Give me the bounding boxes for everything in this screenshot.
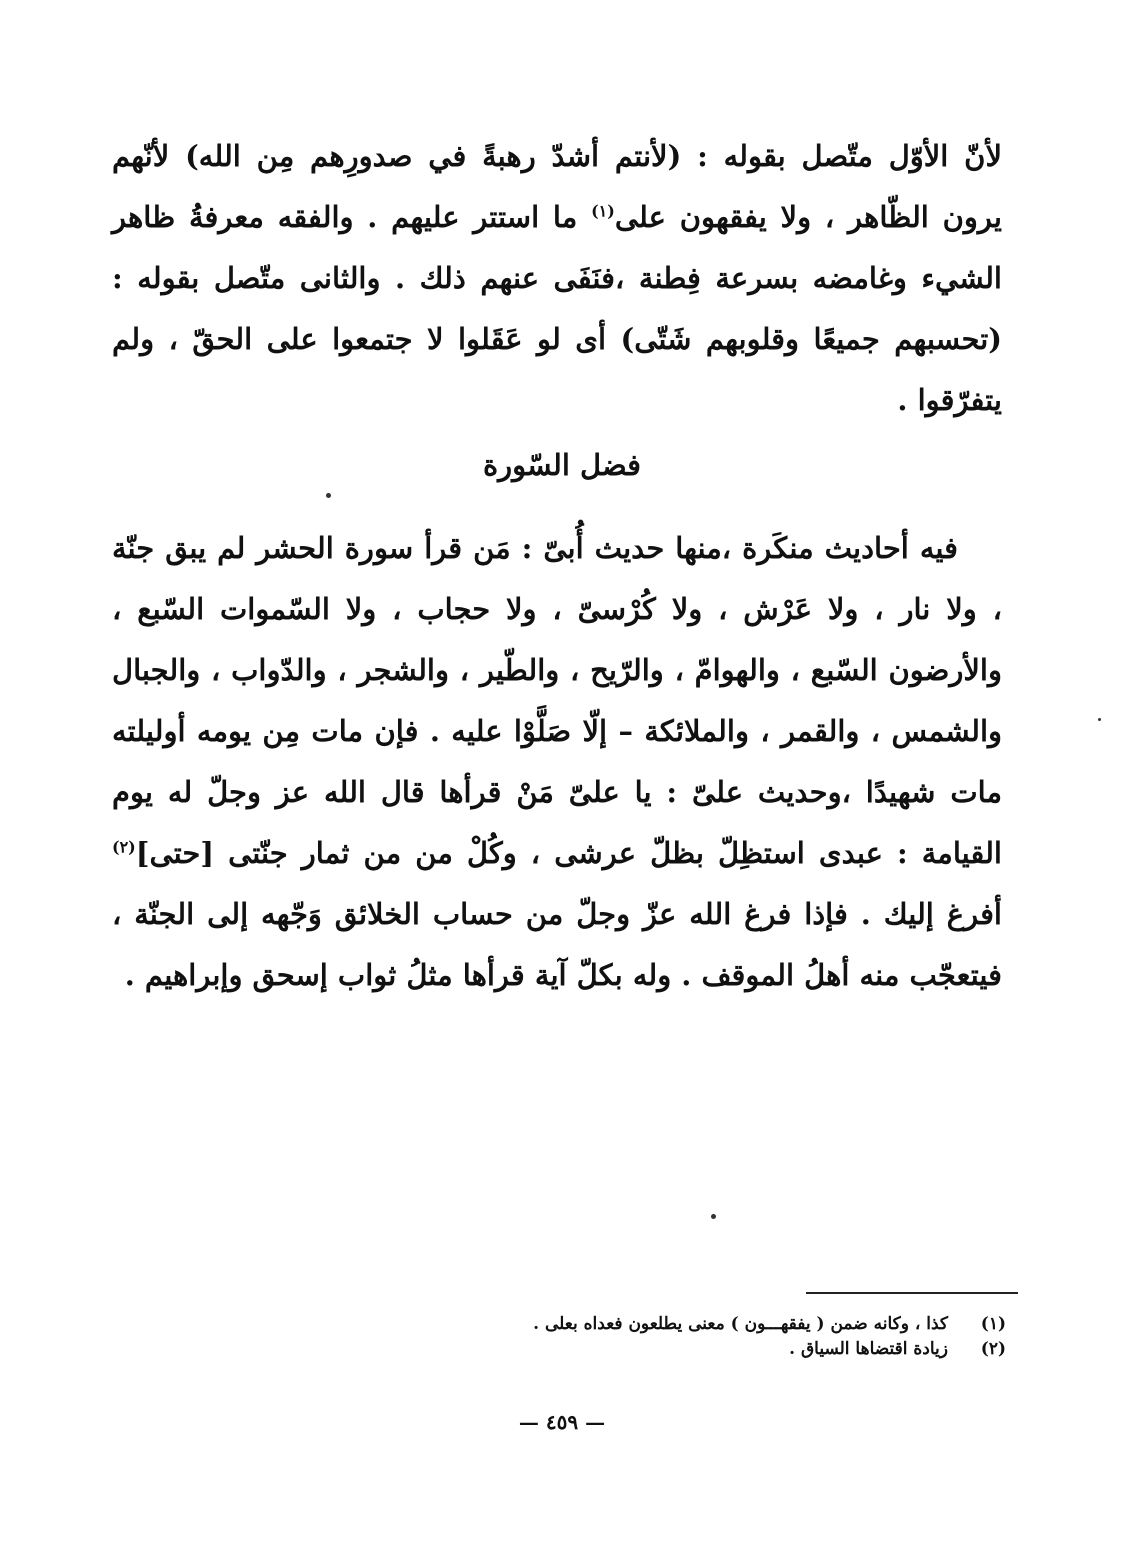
footnote-number: (٢)	[980, 1339, 1006, 1359]
section-heading: فضل السّورة	[482, 448, 641, 482]
paragraph-1	[112, 126, 1002, 431]
footnote-ref-1: (١)	[591, 201, 615, 221]
footnote-item	[306, 1312, 1006, 1337]
paragraph-2-continuation: أفرغ إليك . فإذا فرغ الله عزّ وجلّ من حساب الخلائق وَجّهه إلى الجنّة ، فيتعجّب منه أهلُ الموقف . وله بكلّ آية قرأها مثلُ ثواب إسحق وإبراهيم .	[112, 897, 1002, 992]
footnote-text: زيادة اقتضاها السياق .	[789, 1339, 948, 1359]
footnote-item	[306, 1337, 1006, 1362]
paragraph-1-continuation: ما استتر عليهم . والفقه معرفةُ ظاهر الشيء وغامضه بسرعة فِطنة ،فنَفَى عنهم ذلك . والثانى متّصل بقوله : (تحسبهم جميعًا وقلوبهم شَتّى) أى لو عَقَلوا لا جتمعوا على الحقّ ، ولم يتفرّقوا .	[112, 200, 1002, 417]
paragraph-2	[112, 518, 1002, 1006]
paragraph-1-text: لأنّ الأوّل متّصل بقوله : (لأنتم أشدّ رهبةً في صدورِهم مِن الله) لأنّهم يرون الظّاهر ، ولا يفقهون على	[112, 139, 1002, 234]
footnote-ref-2: (٢)	[112, 837, 136, 857]
footnote-text: كذا ، وكانه ضمن ( يفقهـــون ) معنى يطلعون فعداه بعلى .	[533, 1314, 948, 1334]
footnotes	[306, 1312, 1006, 1362]
scan-speck	[1098, 718, 1101, 721]
scan-speck	[326, 493, 331, 498]
scan-speck	[711, 1214, 716, 1219]
footnote-number: (١)	[980, 1314, 1006, 1334]
paragraph-2-text: فيه أحاديث منكَرة ،منها حديث أُبىّ : مَن قرأ سورة الحشر لم يبق جنّة ، ولا نار ، ولا عَرْش ، ولا كُرْسىّ ، ولا حجاب ، ولا السّموات السّبع ، والأرضون السّبع ، والهوامّ ، والرّيح ، والطّير ، والشجر ، والدّواب ، والجبال والشمس ، والقمر ، والملائكة – إلّا صَلَّوْا عليه . فإن مات مِن يومه أوليلته مات شهيدًا ،وحديث علىّ : يا علىّ مَنْ قرأها قال الله عز وجلّ له يوم القيامة : عبدى استظِلّ بظلّ عرشى ، وكُلْ من من ثمار جنّتى [حتى]	[112, 531, 1002, 870]
footnote-divider	[806, 1292, 1018, 1294]
page-number: — ٤٥٩ —	[518, 1410, 606, 1434]
